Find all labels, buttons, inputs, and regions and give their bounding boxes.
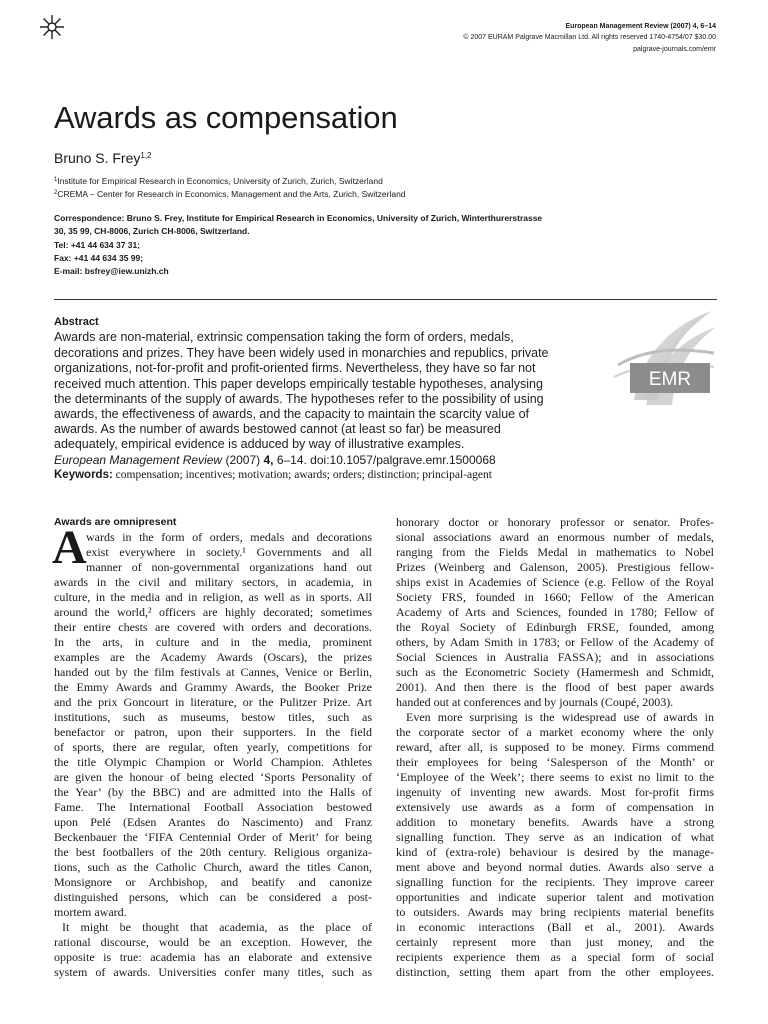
right-column-line: Even more surprising is the widespread use of awards in bbox=[406, 710, 714, 724]
right-column-line: handed out at conferences and by journals (Coupé, 2003). bbox=[396, 695, 674, 709]
left-column-line: Fame. The International Football Association bestowed bbox=[54, 800, 372, 814]
left-column-line: distinguished persons, which can be considered a post- bbox=[54, 890, 372, 904]
right-column-line: the Royal Society of Edinburgh FRSE, founded, among bbox=[396, 620, 714, 634]
right-column-line: recipients experience them as a special form of social bbox=[396, 950, 714, 964]
correspondence-tel: Tel: +41 44 634 37 31; bbox=[54, 240, 141, 250]
right-column-line: ingenuity of inventing new awards. Most for-profit firms bbox=[396, 785, 714, 799]
right-column-line: honorary doctor or honorary professor or senator. Profes- bbox=[396, 515, 714, 529]
left-column-line: manner of non-governmental organizations hand out bbox=[86, 560, 372, 574]
left-column-line: opposite is true: academia has an elaborate and extensive bbox=[54, 950, 372, 964]
right-column-line: their employees for being ‘Salesperson of the Month’ or bbox=[396, 755, 714, 769]
author-superscript: 1,2 bbox=[140, 151, 152, 160]
abstract-line: awards. As the number of awards bestowed cannot (at least so far) be measured bbox=[54, 422, 501, 436]
affiliation-2: $^2$CREMA – Center for Research in Economics, Management and the Arts, Zurich, Switzerland bbox=[54, 189, 406, 199]
right-column-line: in economic interactions (Ball et al., 2001). Awards bbox=[396, 920, 714, 934]
left-column-line: exist everywhere in society.¹ Governments and all bbox=[86, 545, 372, 559]
right-column-line: reward, after all, is supposed to be money. Firms commend bbox=[396, 740, 714, 754]
right-column-line: distinction, setting them apart from the other employees. bbox=[396, 965, 714, 979]
left-column-line: mortem award. bbox=[54, 905, 127, 919]
left-column-line: their entire chests are covered with orders and decorations. bbox=[54, 620, 372, 634]
left-column-line: benefactor or patron, upon their supporters. In the field bbox=[54, 725, 372, 739]
left-column-line: upon Pelé (Edsen Arantes do Nascimento) and Franz bbox=[54, 815, 372, 829]
right-column-line: sional associations award an enormous number of medals, bbox=[396, 530, 714, 544]
keywords-label: Keywords: bbox=[54, 469, 113, 481]
right-column-line: 2001). And then there is the flood of best paper awards bbox=[396, 680, 714, 694]
correspondence-line: Correspondence: Bruno S. Frey, Institute for Empirical Research in Economics, University of Zurich, Winterthurerstrasse bbox=[54, 213, 543, 223]
right-column-line: opportunities and indicate superior talent and motivation bbox=[396, 890, 714, 904]
right-column-line: addition to monetary benefits. Awards have a strong bbox=[396, 815, 714, 829]
right-column-line: such as the Econometric Society (Hamermesh and Schmidt, bbox=[396, 665, 714, 679]
left-column-line: system of awards. Universities confer many titles, such as bbox=[54, 965, 372, 979]
journal-url: palgrave-journals.com/emr bbox=[633, 46, 716, 53]
right-column-line: ranging from the Fields Medal in mathematics to Nobel bbox=[396, 545, 714, 559]
abstract-line: adequately, empirical evidence is adduced by way of illustrative examples. bbox=[54, 437, 465, 451]
author-name: Bruno S. Frey$^{1,2}$ bbox=[54, 150, 152, 166]
left-column-line: In the arts, in culture and in the media, prominent bbox=[54, 635, 372, 649]
abstract-line: decorations and prizes. They have been widely used in monarchies and republics, private bbox=[54, 346, 549, 360]
article-title: Awards as compensation bbox=[54, 100, 398, 135]
left-column-line: of sports, there are regular, often yearly, competitions for bbox=[54, 740, 372, 754]
abstract-line: received much attention. This paper develops empirically testable hypotheses, analysing bbox=[54, 377, 543, 391]
left-column-line: rational discourse, would be an exception. However, the bbox=[54, 935, 372, 949]
right-column-line: Social Sciences in Australia FASSA); and in associations bbox=[396, 650, 714, 664]
left-column-line: the Emmy Awards and Grammy Awards, the Booker Prize bbox=[54, 680, 372, 694]
abstract-heading: Abstract bbox=[54, 316, 99, 328]
left-column-line: around the world,² officers are highly decorated; sometimes bbox=[54, 605, 372, 619]
right-column-line: ships exist in Academies of Science (e.g. Fellow of the Royal bbox=[396, 575, 714, 589]
right-column-line: signalling function for the recipients. They improve career bbox=[396, 875, 714, 889]
left-column-line: and the prix Goncourt in literature, or the Pulitzer Prize. Art bbox=[54, 695, 372, 709]
left-column-line: examples are the Academy Awards (Oscars), the prizes bbox=[54, 650, 372, 664]
left-column-line: the title Olympic Champion or World Champion. Athletes bbox=[54, 755, 372, 769]
left-column-line: Monsignore or Archbishop, and beatify and canonize bbox=[54, 875, 372, 889]
journal-citation-header: European Management Review (2007) 4, 6–14 bbox=[565, 23, 716, 30]
right-column-line: Academy of Arts and Sciences, founded in 1780; Fellow of bbox=[396, 605, 714, 619]
left-column-line: the Year’ (by the BBC) and are admitted into the Halls of bbox=[54, 785, 372, 799]
abstract-line: Awards are non-material, extrinsic compensation taking the form of orders, medals, bbox=[54, 330, 514, 344]
right-column-line: others, by Adam Smith in 1783; or Fellow of the Academy of bbox=[396, 635, 714, 649]
right-column-line: kind of (extra-role) behaviour is desired by the manage- bbox=[396, 845, 714, 859]
abstract-line: awards, the effectiveness of awards, and the capacity to maintain the scarcity value of bbox=[54, 407, 530, 421]
left-column-line: awards in the civil and military sectors, in academia, in bbox=[54, 575, 372, 589]
affiliation-1: $^1$Institute for Empirical Research in Economics, University of Zurich, Zurich, Switzerland bbox=[54, 176, 383, 186]
left-column-line: It might be thought that academia, as the place of bbox=[62, 920, 372, 934]
right-column-line: the corporate sector of a market economy where the only bbox=[396, 725, 714, 739]
right-column-line: ‘Employee of the Week’; there seems to exist no limit to the bbox=[396, 770, 714, 784]
abstract-line: organizations, not-for-profit and profit-oriented firms. Nevertheless, they have so far not bbox=[54, 361, 536, 375]
abstract-citation: European Management Review (2007) 4, 6–14. doi:10.1057/palgrave.emr.1500068 bbox=[54, 453, 496, 467]
right-column-line: to outsiders. Awards may bring recipients material benefits bbox=[396, 905, 714, 919]
publisher-logo-icon bbox=[39, 14, 65, 40]
drop-cap: A bbox=[52, 521, 87, 574]
copyright-line: © 2007 EURAM Palgrave Macmillan Ltd. All rights reserved 1740-4754/07 $30.00 bbox=[463, 34, 716, 41]
right-column-line: Society FRS, founded in 1660; Fellow of the American bbox=[396, 590, 714, 604]
left-column-line: are given the honour of being elected ‘Sports Personality of bbox=[54, 770, 372, 784]
keywords-line bbox=[54, 469, 492, 481]
section-divider bbox=[54, 299, 717, 300]
right-column-line: ment above and beyond normal duties. Awards also serve a bbox=[396, 860, 714, 874]
right-column-line: certainly represent more than just money, and the bbox=[396, 935, 714, 949]
correspondence-fax: Fax: +41 44 634 35 99; bbox=[54, 253, 144, 263]
emr-journal-badge-icon bbox=[614, 305, 718, 413]
left-column-line: institutions, such as museums, bestow titles, such as bbox=[54, 710, 372, 724]
keywords-list: compensation; incentives; motivation; awards; orders; distinction; principal-agent bbox=[115, 469, 492, 481]
right-column-line: extensively use awards as a form of compensation in bbox=[396, 800, 714, 814]
right-column-line: signalling function. They serve as an indication of what bbox=[396, 830, 714, 844]
section-heading: Awards are omnipresent bbox=[54, 516, 177, 528]
correspondence-email: E-mail: bsfrey@iew.unizh.ch bbox=[54, 266, 169, 276]
abstract-line: the determinants of the supply of awards. The hypotheses refer to the possibility of using bbox=[54, 392, 544, 406]
left-column-line: wards in the form of orders, medals and decorations bbox=[86, 530, 372, 544]
left-column-line: culture, in the media and in religion, as well as in sports. All bbox=[54, 590, 372, 604]
correspondence-address: 30, 35 99, CH-8006, Zurich CH-8006, Switzerland. bbox=[54, 226, 250, 236]
right-column-line: Prizes (Weinberg and Galenson, 2005). Prestigious fellow- bbox=[396, 560, 714, 574]
left-column-line: handed out by the film festivals at Cannes, Venice or Berlin, bbox=[54, 665, 372, 679]
left-column-line: the best footballers of the 20th century. Religious organiza- bbox=[54, 845, 372, 859]
badge-text: EMR bbox=[648, 369, 692, 390]
left-column-line: tions, such as the Catholic Church, award the titles Canon, bbox=[54, 860, 372, 874]
left-column-line: Beckenbauer the ‘FIFA Centennial Order of Merit’ for being bbox=[54, 830, 372, 844]
